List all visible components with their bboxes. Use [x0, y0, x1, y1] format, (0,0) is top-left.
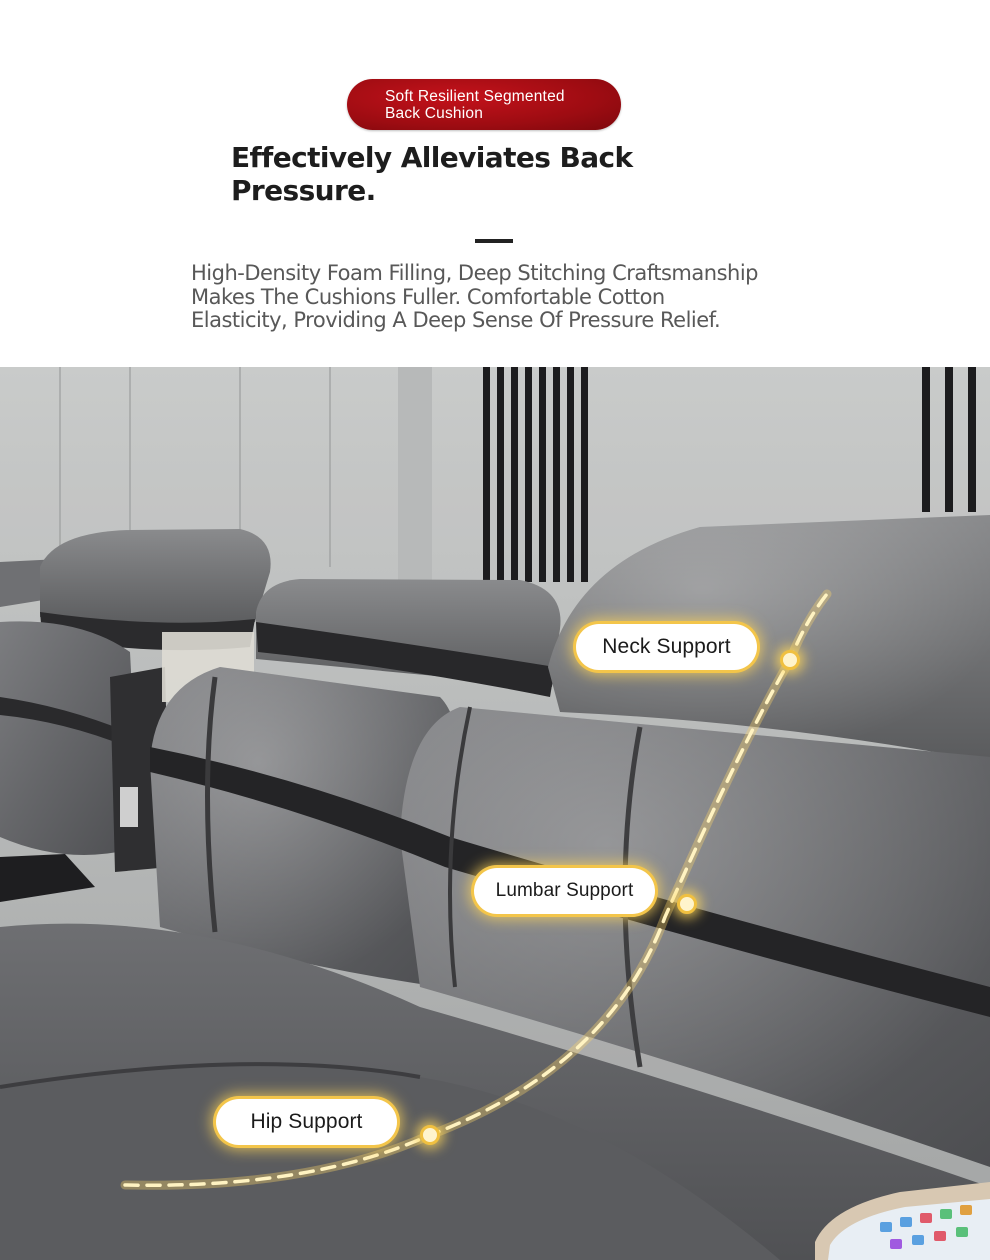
feature-badge [347, 79, 621, 130]
header-section [0, 0, 990, 367]
headline-line-1: Effectively Alleviates Back [231, 141, 633, 174]
description-line-3: Elasticity, Providing A Deep Sense Of Pressure Relief. [191, 308, 721, 332]
description-line-2: Makes The Cushions Fuller. Comfortable Cotton [191, 284, 665, 309]
sofa-photo [0, 367, 990, 1260]
hip-support-label: Hip Support [216, 1099, 397, 1145]
divider-dash [475, 239, 513, 243]
description-text [191, 262, 831, 333]
sofa-illustration [0, 367, 990, 1260]
neck-support-marker [780, 650, 800, 670]
neck-support-label: Neck Support [576, 624, 757, 670]
feature-badge-label [385, 88, 605, 122]
hip-support-marker [420, 1125, 440, 1145]
lumbar-support-marker [677, 894, 697, 914]
description-line-1: High-Density Foam Filling, Deep Stitching Craftsmanship [191, 261, 758, 285]
lumbar-support-label: Lumbar Support [474, 868, 655, 914]
feature-badge-line-2: Back Cushion [385, 105, 484, 122]
feature-badge-line-1: Soft Resilient Segmented [385, 88, 565, 105]
page-headline [231, 141, 751, 207]
headline-line-2: Pressure. [231, 174, 376, 207]
